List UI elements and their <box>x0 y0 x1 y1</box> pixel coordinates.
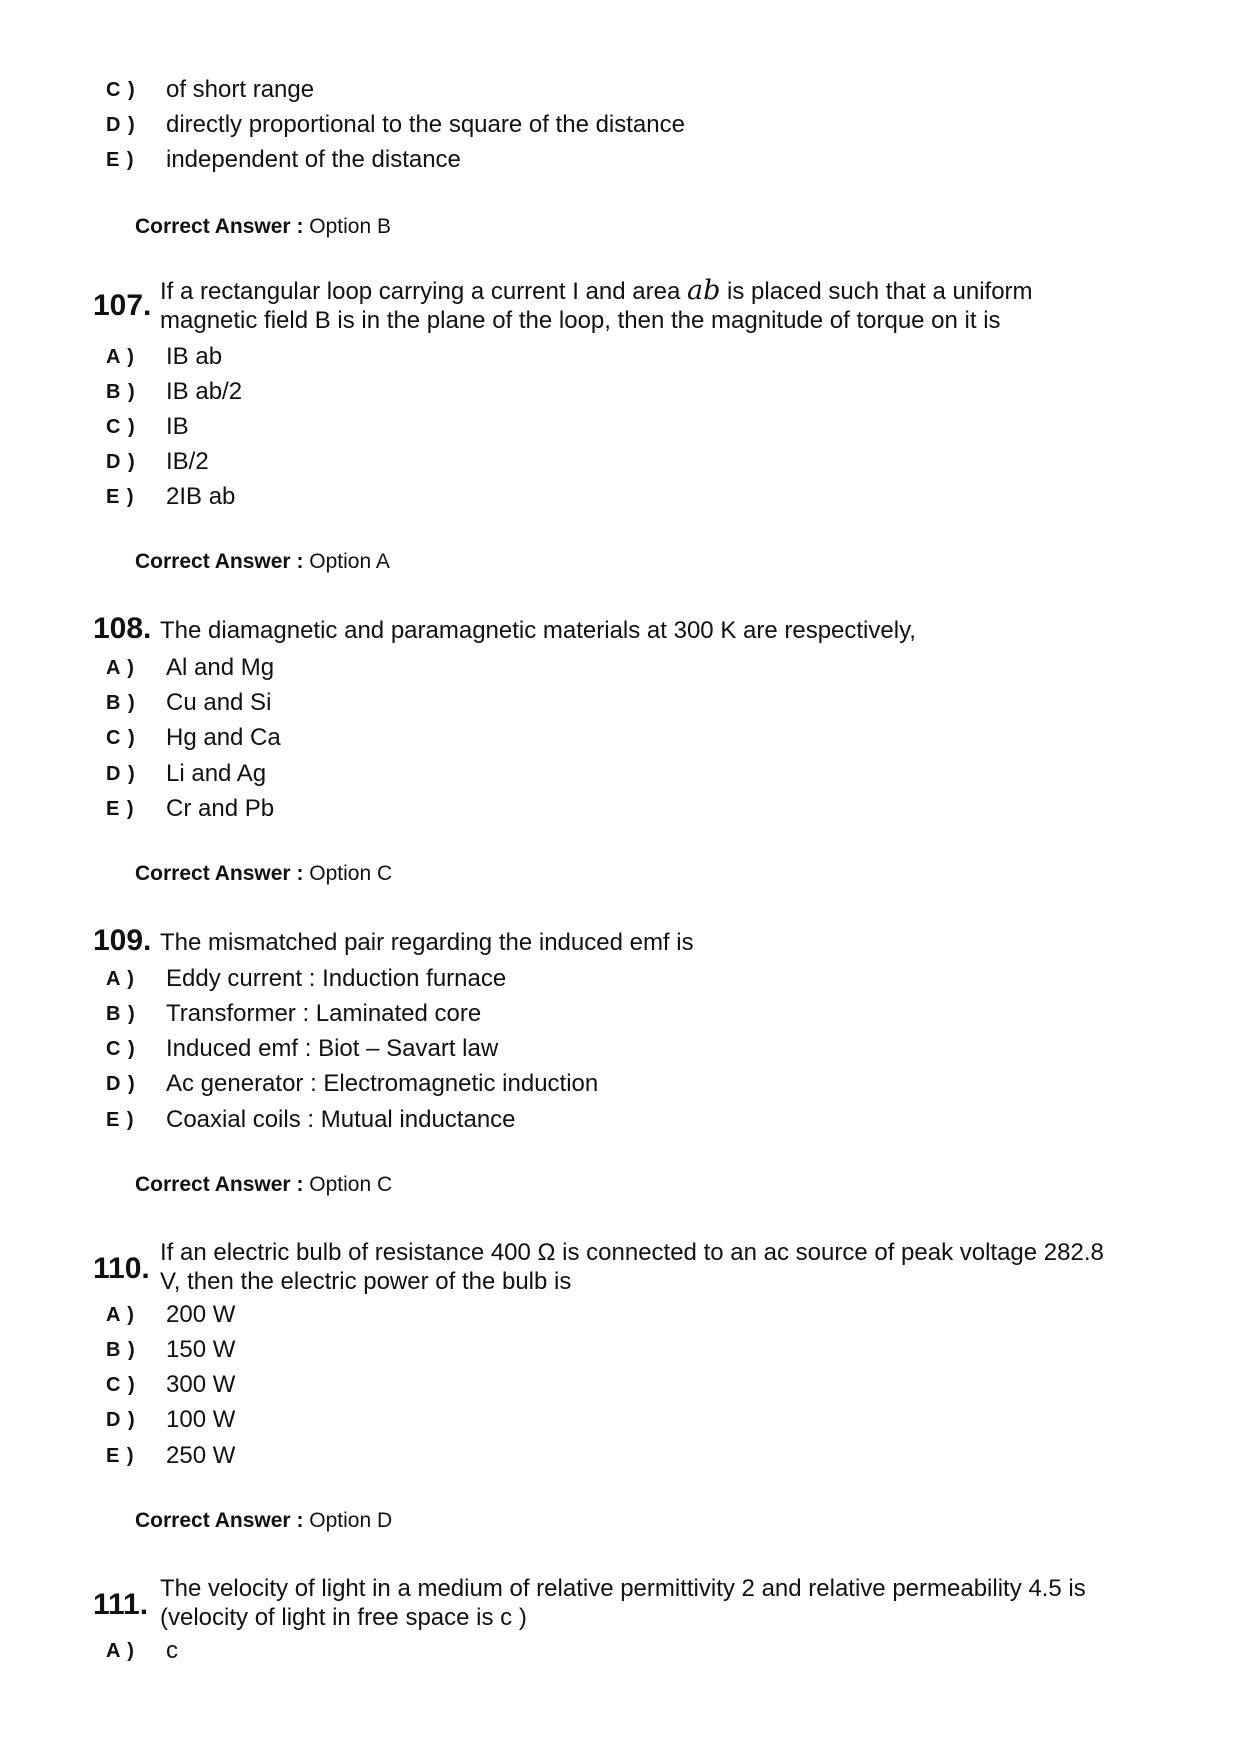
option-text: 300 W <box>166 1371 236 1398</box>
option-text: IB <box>166 413 189 440</box>
option-letter: E ) <box>106 1445 135 1467</box>
question-text: The diamagnetic and paramagnetic materials at 300 K are respectively, <box>160 617 916 644</box>
option-letter: B ) <box>106 1339 136 1361</box>
option-letter: C ) <box>106 727 136 749</box>
question-line-2: (velocity of light in free space is c ) <box>160 1604 527 1631</box>
option-text: of short range <box>166 76 315 103</box>
question-number: 109. <box>93 924 152 957</box>
question-line-2: magnetic field B is in the plane of the loop, then the magnitude of torque on it is <box>160 307 1001 334</box>
option-letter: B ) <box>106 381 136 403</box>
question-text: The mismatched pair regarding the induced emf is <box>160 929 694 956</box>
math-ab: ab <box>686 275 721 306</box>
question-number: 110. <box>93 1252 150 1285</box>
correct-answer <box>135 1173 392 1197</box>
option-letter: D ) <box>106 763 136 785</box>
correct-answer-label: Correct Answer : <box>135 1173 304 1196</box>
option-letter: C ) <box>106 79 136 101</box>
option-letter: A ) <box>106 346 135 368</box>
option-text: Coaxial coils : Mutual inductance <box>166 1106 516 1133</box>
correct-answer-label: Correct Answer : <box>135 1509 304 1532</box>
option-letter: D ) <box>106 1409 136 1431</box>
correct-answer-value: Option C <box>309 862 393 885</box>
option-letter: D ) <box>106 451 136 473</box>
option-text: 250 W <box>166 1442 236 1469</box>
option-letter: A ) <box>106 657 135 679</box>
question-text-part: If a rectangular loop carrying a current I and area <box>160 278 687 305</box>
option-letter: E ) <box>106 149 135 171</box>
option-letter: A ) <box>106 968 135 990</box>
question-text-part: is placed such that a uniform <box>720 278 1033 305</box>
option-text: Ac generator : Electromagnetic induction <box>166 1070 599 1097</box>
correct-answer-label: Correct Answer : <box>135 550 304 573</box>
correct-answer-label: Correct Answer : <box>135 862 304 885</box>
option-text: 200 W <box>166 1301 236 1328</box>
correct-answer-label: Correct Answer : <box>135 215 304 238</box>
question-line-1: If an electric bulb of resistance 400 Ω is connected to an ac source of peak voltage 282.8 <box>160 1239 1104 1266</box>
option-text: IB ab <box>166 343 223 370</box>
question-number: 107. <box>93 289 152 322</box>
question-line-1 <box>160 276 1033 306</box>
correct-answer-value: Option C <box>309 1173 393 1196</box>
option-letter: C ) <box>106 416 136 438</box>
option-text: IB/2 <box>166 448 209 475</box>
option-letter: C ) <box>106 1374 136 1396</box>
question-text <box>160 1238 1104 1296</box>
correct-answer-value: Option B <box>309 215 391 238</box>
option-text: Cr and Pb <box>166 795 275 822</box>
option-letter: E ) <box>106 486 135 508</box>
option-letter: A ) <box>106 1304 135 1326</box>
question-text <box>160 276 1033 335</box>
option-letter: B ) <box>106 692 136 714</box>
option-text: 2IB ab <box>166 483 236 510</box>
option-letter: E ) <box>106 1109 135 1131</box>
correct-answer-value: Option A <box>309 550 390 573</box>
option-letter: A ) <box>106 1640 135 1662</box>
option-text: independent of the distance <box>166 146 461 173</box>
option-letter: E ) <box>106 798 135 820</box>
option-letter: D ) <box>106 1073 136 1095</box>
question-number: 108. <box>93 612 152 645</box>
question-line-2: V, then the electric power of the bulb is <box>160 1268 572 1295</box>
question-number: 111. <box>93 1588 149 1621</box>
option-letter: C ) <box>106 1038 136 1060</box>
option-text: Cu and Si <box>166 689 272 716</box>
question-line-1: The velocity of light in a medium of relative permittivity 2 and relative permeability 4.5 is <box>160 1575 1086 1602</box>
option-text: 100 W <box>166 1406 236 1433</box>
correct-answer-value: Option D <box>309 1509 393 1532</box>
question-text <box>160 1574 1086 1632</box>
option-text: Al and Mg <box>166 654 275 681</box>
option-text: IB ab/2 <box>166 378 243 405</box>
correct-answer <box>135 1509 392 1533</box>
option-text: Induced emf : Biot – Savart law <box>166 1035 499 1062</box>
option-letter: D ) <box>106 114 136 136</box>
option-text: Transformer : Laminated core <box>166 1000 482 1027</box>
correct-answer <box>135 862 392 886</box>
option-text: Hg and Ca <box>166 724 281 751</box>
option-text: Eddy current : Induction furnace <box>166 965 507 992</box>
option-text: c <box>166 1637 178 1664</box>
correct-answer <box>135 550 390 574</box>
option-text: Li and Ag <box>166 760 267 787</box>
option-text: 150 W <box>166 1336 236 1363</box>
option-text: directly proportional to the square of the distance <box>166 111 685 138</box>
option-letter: B ) <box>106 1003 136 1025</box>
correct-answer <box>135 215 391 239</box>
